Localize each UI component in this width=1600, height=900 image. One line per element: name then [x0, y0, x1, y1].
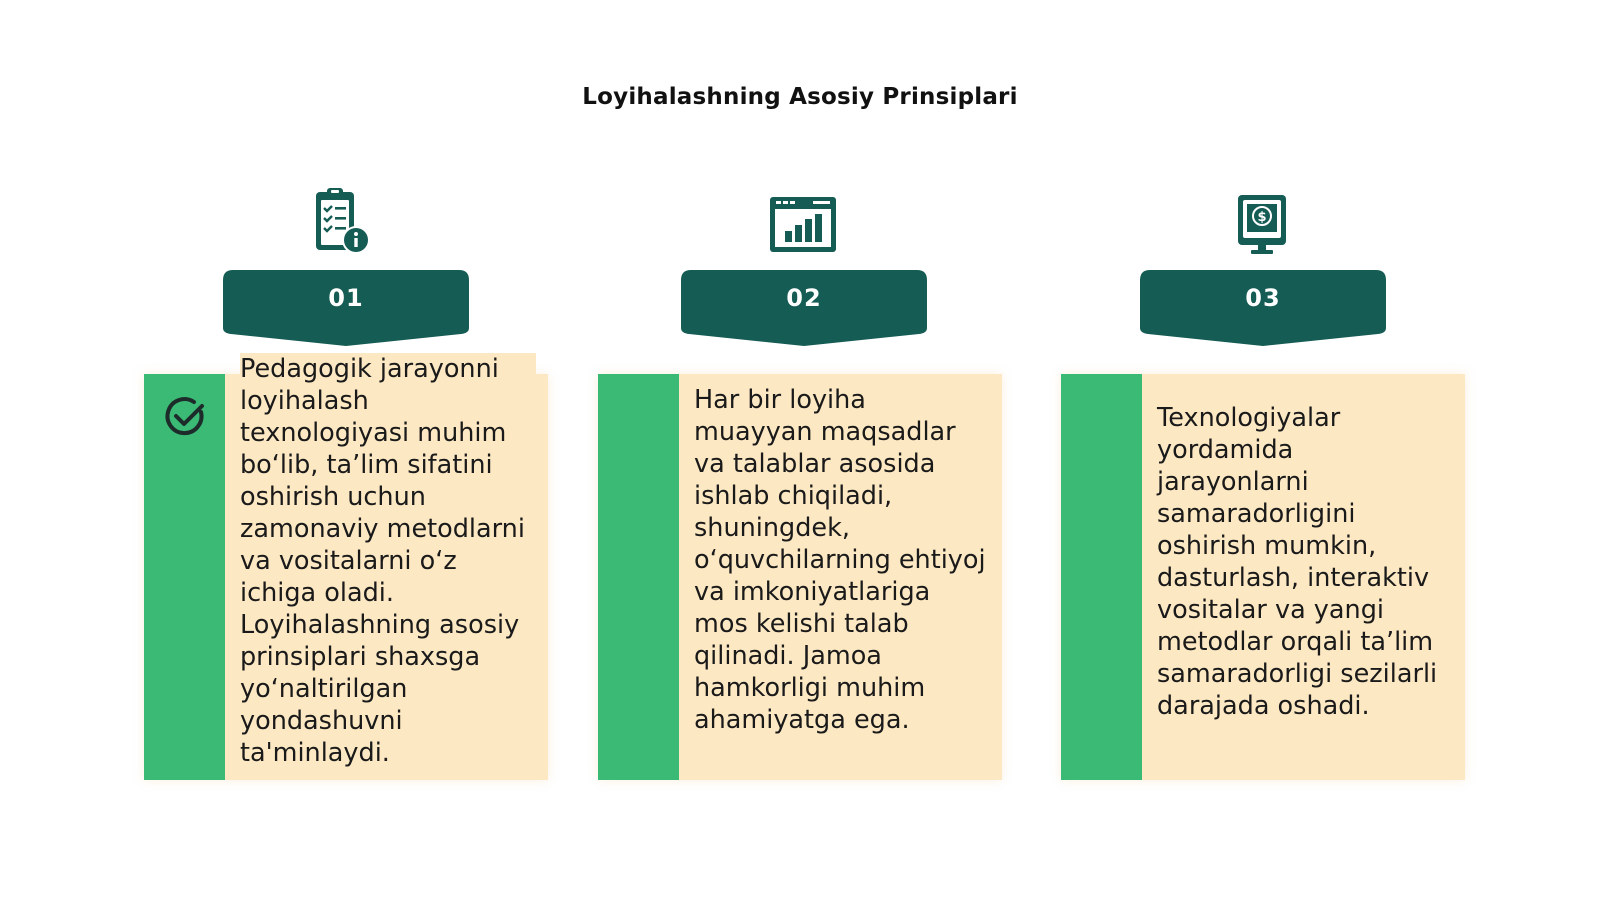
card-accent-stripe: [1061, 374, 1142, 780]
dashboard-chart-icon: [758, 187, 848, 259]
step-number: 03: [1245, 284, 1281, 312]
step-number: 02: [786, 284, 822, 312]
page-title: Loyihalashning Asosiy Prinsiplari: [582, 84, 1018, 110]
check-circle-icon: [161, 392, 209, 440]
step-number: 01: [328, 284, 364, 312]
principle-card: [144, 354, 548, 780]
card-accent-stripe: [598, 374, 679, 780]
card-text: Pedagogik jarayonni loyihalash texnologiyasi muhim bo‘lib, ta’lim sifatini oshirish uchun zamonaviy metodlarni va vositalarni o‘z ichiga oladi. Loyihalashning asosiy prinsiplari shaxsga yo‘naltirilgan yondashuvni ta'minlaydi.: [240, 353, 536, 769]
svg-text:$: $: [1257, 210, 1267, 225]
monitor-dollar-icon: [1217, 187, 1307, 259]
principle-card: [598, 374, 1002, 780]
clipboard-info-icon: [300, 187, 390, 259]
card-text: Texnologiyalar yordamida jarayonlarni samaradorligini oshirish mumkin, dasturlash, interaktiv vositalar va yangi metodlar orqali ta’lim samaradorligi sezilarli darajada oshadi.: [1157, 402, 1453, 722]
step-number-tab: [681, 270, 927, 346]
step-number-tab: [223, 270, 469, 346]
step-number-tab: [1140, 270, 1386, 346]
principle-card: [1061, 374, 1465, 780]
card-text: Har bir loyiha muayyan maqsadlar va talablar asosida ishlab chiqiladi, shuningdek, o‘quvchilarning ehtiyoj va imkoniyatlariga mos kelishi talab qilinadi. Jamoa hamkorligi muhim ahamiyatga ega.: [694, 384, 990, 736]
